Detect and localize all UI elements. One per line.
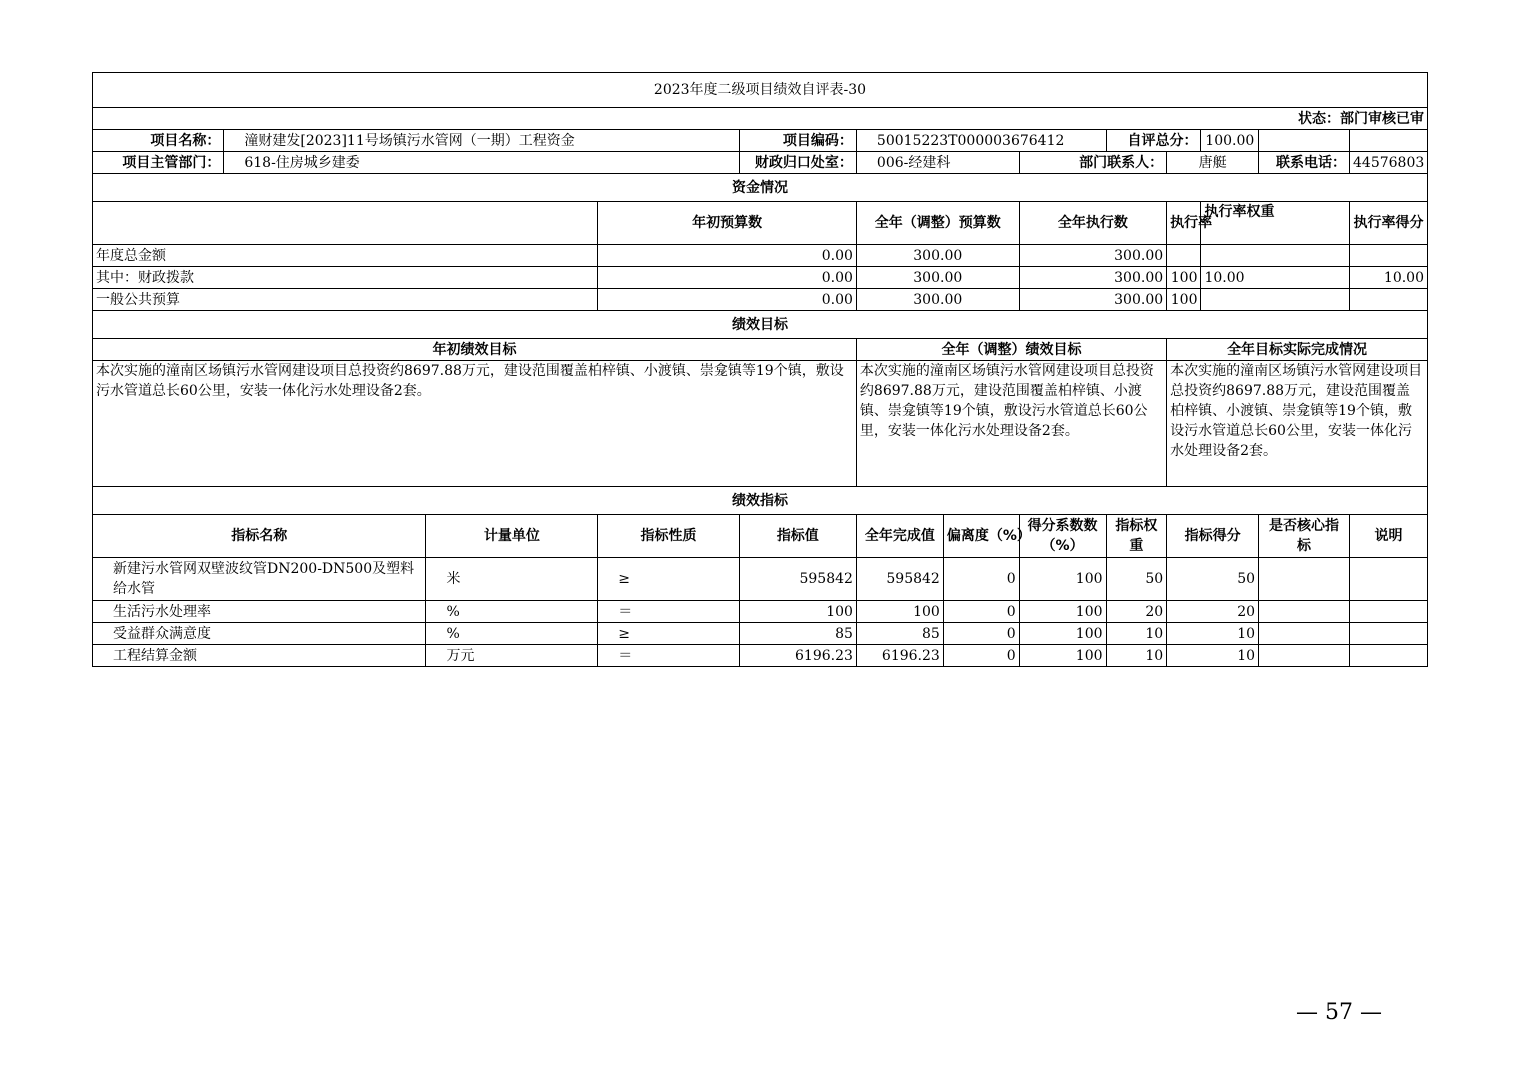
ind-row-weight: 50 [1106, 558, 1167, 601]
ind-header-note: 说明 [1350, 515, 1428, 558]
ind-row-unit: 万元 [426, 645, 598, 667]
ind-row-actual: 85 [856, 623, 943, 645]
project-code-value: 50015223T000003676412 [856, 130, 1106, 152]
funds-header-score: 执行率得分 [1350, 202, 1428, 245]
funds-row-name: 其中：财政拨款 [93, 267, 598, 289]
ind-row-core [1259, 623, 1350, 645]
empty-cell [1350, 130, 1428, 152]
ind-row-note [1350, 645, 1428, 667]
ind-row-core [1259, 558, 1350, 601]
phone-label: 联系电话： [1259, 152, 1350, 174]
funds-row-rate: 100 [1167, 267, 1201, 289]
ind-row-deviation: 0 [943, 645, 1019, 667]
ind-row-target: 100 [739, 601, 856, 623]
ind-row-nature: ≥ [598, 558, 739, 601]
goals-actual-text: 本次实施的潼南区场镇污水管网建设项目总投资约8697.88万元，建设范围覆盖柏梓镇、小渡镇、崇龛镇等19个镇，敷设污水管道总长60公里，安装一体化污水处理设备2套。 [1167, 361, 1428, 487]
ind-row-core [1259, 645, 1350, 667]
ind-row-nature: ＝ [598, 601, 739, 623]
contact-value: 唐艇 [1167, 152, 1259, 174]
goals-actual-header: 全年目标实际完成情况 [1167, 339, 1428, 361]
ind-header-target: 指标值 [739, 515, 856, 558]
funds-row-executed: 300.00 [1019, 289, 1167, 311]
ind-row-name: 工程结算金额 [93, 645, 426, 667]
funds-row-executed: 300.00 [1019, 267, 1167, 289]
ind-row-actual: 6196.23 [856, 645, 943, 667]
funds-row-adjusted: 300.00 [856, 289, 1019, 311]
finance-office-label: 财政归口处室： [739, 152, 856, 174]
goals-initial-header: 年初绩效目标 [93, 339, 857, 361]
indicators-section-title: 绩效指标 [93, 487, 1428, 515]
ind-row-note [1350, 623, 1428, 645]
phone-value: 44576803 [1350, 152, 1428, 174]
goals-adjusted-text: 本次实施的潼南区场镇污水管网建设项目总投资约8697.88万元，建设范围覆盖柏梓镇、小渡镇、崇龛镇等19个镇，敷设污水管道总长60公里，安装一体化污水处理设备2套。 [856, 361, 1166, 487]
funds-row-score [1350, 245, 1428, 267]
finance-office-value: 006-经建科 [856, 152, 1019, 174]
funds-row-score [1350, 289, 1428, 311]
dept-value: 618-住房城乡建委 [224, 152, 739, 174]
goals-section-title: 绩效目标 [93, 311, 1428, 339]
ind-row-score: 50 [1167, 558, 1259, 601]
funds-row-weight [1201, 245, 1350, 267]
project-name-label: 项目名称： [93, 130, 224, 152]
funds-header-rate: 执行率 [1167, 202, 1201, 245]
ind-row-nature: ＝ [598, 645, 739, 667]
ind-row-coef: 100 [1019, 601, 1106, 623]
ind-row-core [1259, 601, 1350, 623]
funds-header-initial: 年初预算数 [598, 202, 857, 245]
funds-header-weight: 执行率权重 [1201, 202, 1350, 245]
project-name-value: 潼财建发[2023]11号场镇污水管网（一期）工程资金 [224, 130, 739, 152]
status-text: 状态：部门审核已审 [93, 108, 1428, 130]
self-score-value: 100.00 [1201, 130, 1259, 152]
ind-row-coef: 100 [1019, 623, 1106, 645]
ind-row-name: 受益群众满意度 [93, 623, 426, 645]
funds-header-adjusted: 全年（调整）预算数 [856, 202, 1019, 245]
funds-row-rate: 100 [1167, 289, 1201, 311]
ind-row-target: 85 [739, 623, 856, 645]
ind-row-weight: 20 [1106, 601, 1167, 623]
funds-row-adjusted: 300.00 [856, 267, 1019, 289]
self-score-label: 自评总分： [1106, 130, 1201, 152]
ind-row-weight: 10 [1106, 623, 1167, 645]
ind-header-core: 是否核心指标 [1259, 515, 1350, 558]
funds-section-title: 资金情况 [93, 174, 1428, 202]
funds-row-executed: 300.00 [1019, 245, 1167, 267]
funds-row-rate [1167, 245, 1201, 267]
funds-row-name: 一般公共预算 [93, 289, 598, 311]
page-number: — 57 — [1296, 1000, 1382, 1025]
ind-header-deviation: 偏离度（%） [943, 515, 1019, 558]
ind-header-actual: 全年完成值 [856, 515, 943, 558]
ind-row-score: 10 [1167, 623, 1259, 645]
ind-row-note [1350, 601, 1428, 623]
funds-header-executed: 全年执行数 [1019, 202, 1167, 245]
funds-row-initial: 0.00 [598, 245, 857, 267]
ind-header-weight: 指标权重 [1106, 515, 1167, 558]
evaluation-table [92, 72, 1428, 667]
empty-cell [93, 202, 598, 245]
ind-row-coef: 100 [1019, 645, 1106, 667]
ind-header-unit: 计量单位 [426, 515, 598, 558]
evaluation-sheet [92, 72, 1428, 667]
funds-row-adjusted: 300.00 [856, 245, 1019, 267]
empty-cell [1259, 130, 1350, 152]
ind-row-unit: % [426, 623, 598, 645]
funds-row-score: 10.00 [1350, 267, 1428, 289]
funds-row-initial: 0.00 [598, 267, 857, 289]
ind-header-nature: 指标性质 [598, 515, 739, 558]
ind-row-deviation: 0 [943, 601, 1019, 623]
ind-header-name: 指标名称 [93, 515, 426, 558]
ind-row-actual: 100 [856, 601, 943, 623]
ind-header-score: 指标得分 [1167, 515, 1259, 558]
dept-label: 项目主管部门： [93, 152, 224, 174]
ind-row-nature: ≥ [598, 623, 739, 645]
ind-row-score: 20 [1167, 601, 1259, 623]
ind-row-target: 6196.23 [739, 645, 856, 667]
ind-row-note [1350, 558, 1428, 601]
ind-row-unit: % [426, 601, 598, 623]
ind-row-score: 10 [1167, 645, 1259, 667]
ind-header-coef: 得分系数数（%） [1019, 515, 1106, 558]
ind-row-coef: 100 [1019, 558, 1106, 601]
ind-row-deviation: 0 [943, 623, 1019, 645]
ind-row-weight: 10 [1106, 645, 1167, 667]
ind-row-target: 595842 [739, 558, 856, 601]
contact-label: 部门联系人： [1019, 152, 1167, 174]
funds-row-initial: 0.00 [598, 289, 857, 311]
ind-row-name: 新建污水管网双壁波纹管DN200-DN500及塑料给水管 [93, 558, 426, 601]
funds-row-name: 年度总金额 [93, 245, 598, 267]
ind-row-unit: 米 [426, 558, 598, 601]
ind-row-actual: 595842 [856, 558, 943, 601]
project-code-label: 项目编码： [739, 130, 856, 152]
ind-row-name: 生活污水处理率 [93, 601, 426, 623]
goals-initial-text: 本次实施的潼南区场镇污水管网建设项目总投资约8697.88万元，建设范围覆盖柏梓镇、小渡镇、崇龛镇等19个镇，敷设污水管道总长60公里，安装一体化污水处理设备2套。 [93, 361, 857, 487]
goals-adjusted-header: 全年（调整）绩效目标 [856, 339, 1166, 361]
ind-row-deviation: 0 [943, 558, 1019, 601]
funds-row-weight [1201, 289, 1350, 311]
page-title: 2023年度二级项目绩效自评表-30 [93, 73, 1428, 108]
funds-row-weight: 10.00 [1201, 267, 1350, 289]
